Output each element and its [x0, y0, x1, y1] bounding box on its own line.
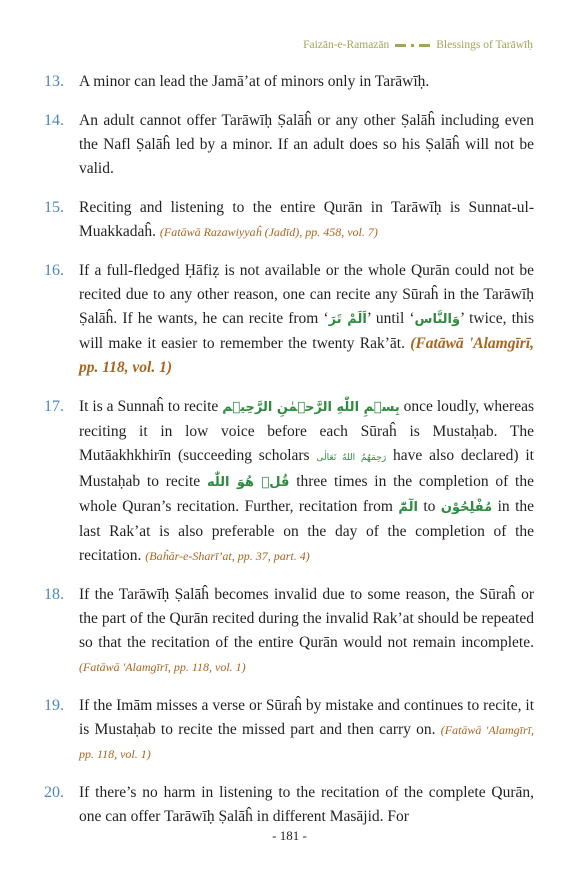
list-item-14 [0, 109, 579, 181]
item-text: An adult cannot offer Tarāwīḥ Ṣalāĥ or any other Ṣalāĥ including even the Nafl Ṣalāĥ led by a minor. If an adult does so his Ṣalāĥ will not be valid. [79, 112, 534, 177]
book-title: Faizān-e-Ramazān [303, 39, 390, 51]
item-number: 18. [44, 586, 64, 603]
chapter-title: Blessings of Tarāwīḥ [436, 39, 533, 51]
item-number: 15. [44, 199, 64, 216]
list-item-19 [0, 694, 579, 766]
item-text: It is a Sunnaĥ to recite بِسۡمِ اللّٰهِ الرَّحۡمٰنِ الرَّحِيۡم once loudly, whereas reciting it in low voice before each Sūraĥ is Mustaḥab. The Mutāakhkhirīn (succeeding scholars رَحِمَهُمُ اللهُ تَعَالٰى have also declared) it Mustaḥab to recite قُلۡ هُوَ اللّٰه three times in the completion of the whole Quran’s recitation. Further, recitation from الٓمّٓ to مُفْلِحُوْن in the last Rak’at is also preferable on the day of the completion of the recitation. (Baĥār-e-Sharī’at, pp. 37, part. 4) [79, 398, 535, 564]
reference-citation: (Fatāwā 'Alamgīrī, pp. 118, vol. 1) [79, 723, 534, 761]
list-item-17 [0, 395, 579, 568]
item-number: 16. [44, 262, 64, 279]
item-text: If the Imām misses a verse or Sūraĥ by mistake and continues to recite, it is Mustaḥab to recite the missed part and then carry on. (Fatāwā 'Alamgīrī, pp. 118, vol. 1) [79, 697, 534, 761]
list-item-20 [0, 781, 579, 829]
item-text: If the Tarāwīḥ Ṣalāĥ becomes invalid due to some reason, the Sūraĥ or the part of the Qurān recited during the invalid Rak’at should be repeated so that the recitation of the entire Qurān would not remain incomplete. (Fatāwā 'Alamgīrī, pp. 118, vol. 1) [79, 586, 534, 674]
item-text: If a full-fledged Ḥāfiẓ is not available or the whole Qurān could not be recited due to any other reason, one can recite any Sūraĥ in the Tarāwīḥ Ṣalāĥ. If he wants, he can recite from ‘اَلَمْ تَرَ’ until ‘وَالنَّاس’ twice, this will make it easier to remember the twenty Rak’āt. (Fatāwā 'Alamgīrī, pp. 118, vol. 1) [79, 262, 534, 376]
item-text: A minor can lead the Jamā’at of minors only in Tarāwīḥ. [79, 73, 430, 90]
numbered-list [0, 70, 579, 844]
item-number: 19. [44, 697, 64, 714]
item-number: 17. [44, 398, 64, 415]
running-header [303, 39, 533, 51]
arabic-phrase: وَالنَّاس [414, 312, 461, 327]
page-number: - 181 - [272, 828, 307, 843]
reference-citation: (Fatāwā Razawiyyaĥ (Jadīd), pp. 458, vol. 7) [159, 225, 378, 239]
reference-citation: (Baĥār-e-Sharī’at, pp. 37, part. 4) [145, 549, 310, 563]
item-text: If there’s no harm in listening to the recitation of the complete Qurān, one can offer Tarāwīḥ Ṣalāĥ in different Masājid. For [79, 784, 534, 825]
item-number: 14. [44, 112, 64, 129]
list-item-18 [0, 583, 579, 679]
arabic-phrase: رَحِمَهُمُ اللهُ تَعَالٰى [316, 453, 387, 463]
reference-citation: (Fatāwā 'Alamgīrī, pp. 118, vol. 1) [79, 660, 246, 674]
arabic-phrase: الٓمّٓ [398, 500, 418, 515]
list-item-16 [0, 259, 579, 380]
arabic-phrase: بِسۡمِ اللّٰهِ الرَّحۡمٰنِ الرَّحِيۡم [222, 400, 400, 415]
arabic-phrase: قُلۡ هُوَ اللّٰه [206, 475, 290, 490]
item-number: 20. [44, 784, 64, 801]
arabic-phrase: مُفْلِحُوْن [440, 500, 493, 515]
item-number: 13. [44, 73, 64, 90]
arabic-phrase: اَلَمْ تَرَ [328, 312, 367, 327]
reference-citation: (Fatāwā 'Alamgīrī, pp. 118, vol. 1) [79, 335, 534, 376]
header-separator [395, 44, 430, 47]
list-item-15 [0, 196, 579, 244]
list-item-13 [0, 70, 579, 94]
item-text: Reciting and listening to the entire Qurān in Tarāwīḥ is Sunnat-ul-Muakkadaĥ. (Fatāwā Razawiyyaĥ (Jadīd), pp. 458, vol. 7) [79, 199, 534, 240]
